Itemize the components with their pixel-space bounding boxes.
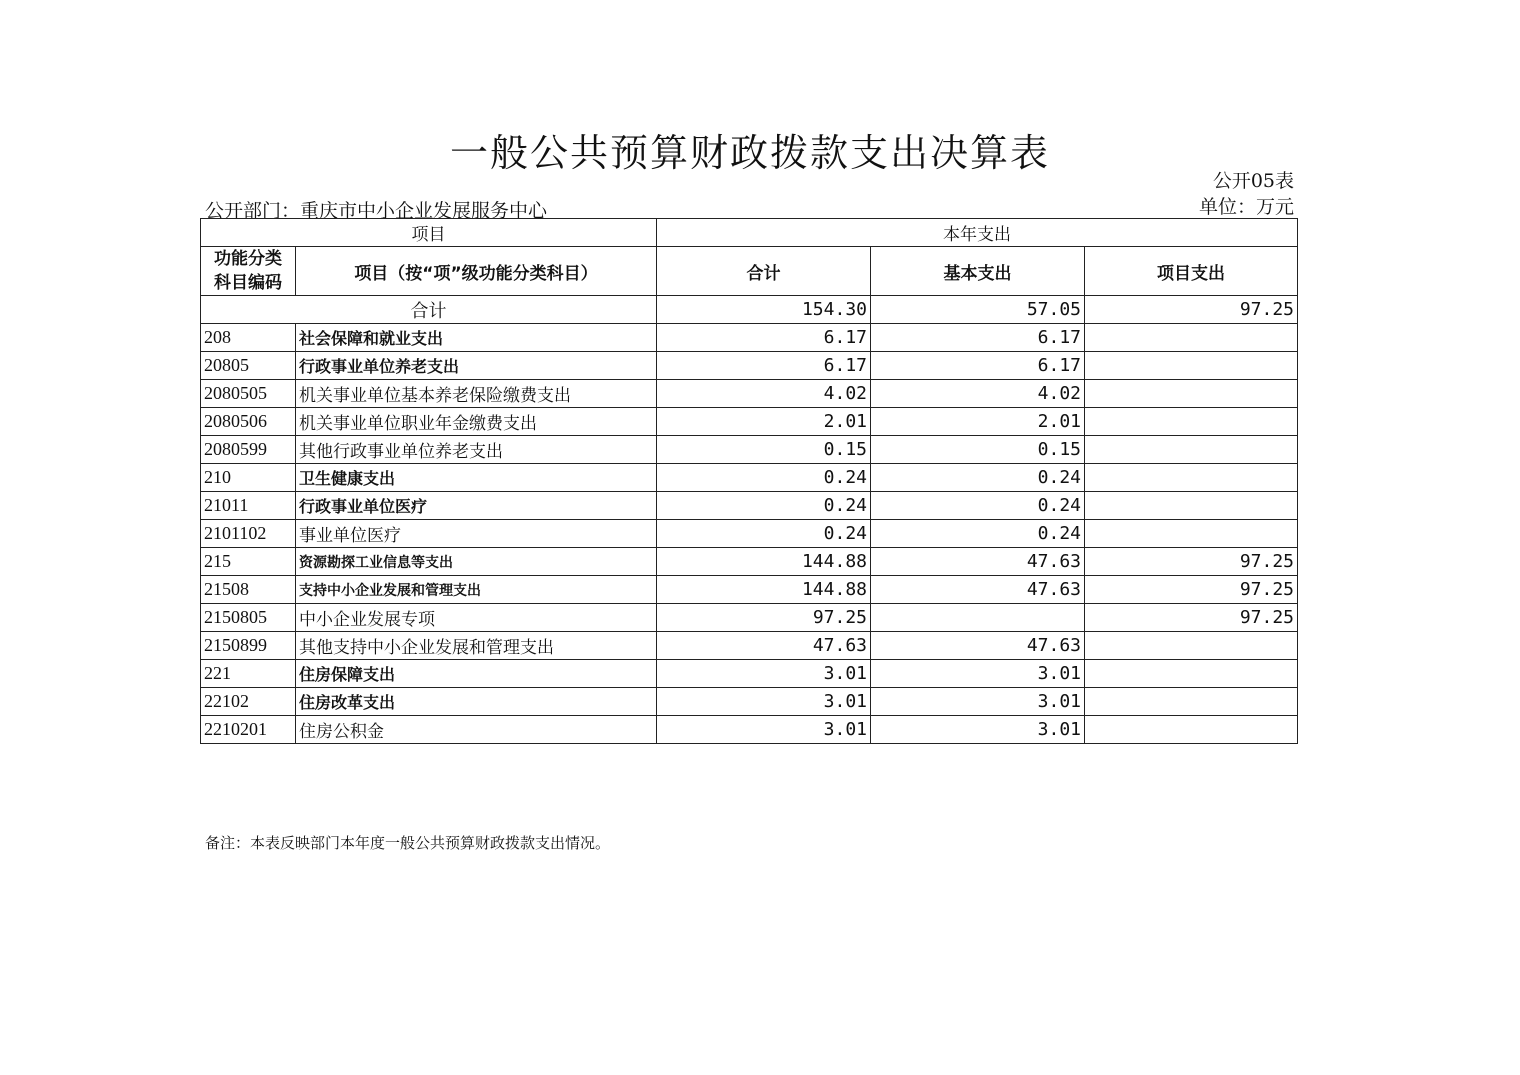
row-project [1085,632,1298,660]
row-code: 2080505 [201,380,296,408]
row-total: 2.01 [657,408,871,436]
row-project [1085,520,1298,548]
row-project [1085,660,1298,688]
row-total: 3.01 [657,660,871,688]
row-code: 2080599 [201,436,296,464]
total-project: 97.25 [1085,296,1298,324]
row-name: 行政事业单位养老支出 [296,352,657,380]
row-total: 6.17 [657,324,871,352]
row-total: 0.24 [657,464,871,492]
total-basic: 57.05 [871,296,1085,324]
row-basic: 2.01 [871,408,1085,436]
table-row [201,408,1298,436]
table-row [201,380,1298,408]
table-row [201,352,1298,380]
row-basic: 0.24 [871,464,1085,492]
header-total: 合计 [657,247,871,296]
row-code: 2150805 [201,604,296,632]
row-basic: 4.02 [871,380,1085,408]
total-total: 154.30 [657,296,871,324]
row-basic: 0.24 [871,520,1085,548]
row-project [1085,380,1298,408]
row-basic: 0.15 [871,436,1085,464]
row-code: 22102 [201,688,296,716]
row-project: 97.25 [1085,576,1298,604]
row-project [1085,492,1298,520]
row-total: 3.01 [657,716,871,744]
row-name: 其他行政事业单位养老支出 [296,436,657,464]
row-name: 行政事业单位医疗 [296,492,657,520]
row-name: 社会保障和就业支出 [296,324,657,352]
row-project [1085,436,1298,464]
table-row [201,436,1298,464]
row-code: 2150899 [201,632,296,660]
row-basic: 3.01 [871,716,1085,744]
page-title: 一般公共预算财政拨款支出决算表 [449,131,1050,175]
row-code: 21011 [201,492,296,520]
row-basic: 47.63 [871,576,1085,604]
row-total: 0.24 [657,492,871,520]
row-name: 住房改革支出 [296,688,657,716]
row-project [1085,688,1298,716]
table-row [201,576,1298,604]
footnote: 备注：本表反映部门本年度一般公共预算财政拨款支出情况。 [205,834,611,852]
header-item: 项目 [201,219,657,247]
table-row [201,548,1298,576]
row-total: 0.15 [657,436,871,464]
table-row [201,492,1298,520]
row-code: 21508 [201,576,296,604]
row-name: 其他支持中小企业发展和管理支出 [296,632,657,660]
row-basic: 47.63 [871,548,1085,576]
expenditure-table [200,218,1298,744]
table-row [201,660,1298,688]
department-label: 公开部门：重庆市中小企业发展服务中心 [205,200,548,222]
row-code: 2101102 [201,520,296,548]
table-row [201,324,1298,352]
row-project [1085,324,1298,352]
row-total: 97.25 [657,604,871,632]
table-row [201,604,1298,632]
row-project: 97.25 [1085,604,1298,632]
row-project [1085,352,1298,380]
row-name: 住房保障支出 [296,660,657,688]
header-basic: 基本支出 [871,247,1085,296]
row-name: 中小企业发展专项 [296,604,657,632]
row-basic: 3.01 [871,660,1085,688]
header-code: 功能分类科目编码 [201,247,296,296]
header-row-top [201,219,1298,247]
row-project: 97.25 [1085,548,1298,576]
form-number: 公开05表 [1212,170,1294,192]
table-row [201,632,1298,660]
row-total: 0.24 [657,520,871,548]
table-row [201,520,1298,548]
row-name: 机关事业单位职业年金缴费支出 [296,408,657,436]
row-basic: 47.63 [871,632,1085,660]
row-name: 事业单位医疗 [296,520,657,548]
row-name: 机关事业单位基本养老保险缴费支出 [296,380,657,408]
header-item-name: 项目（按“项”级功能分类科目） [296,247,657,296]
header-project: 项目支出 [1085,247,1298,296]
row-total: 6.17 [657,352,871,380]
row-code: 215 [201,548,296,576]
total-row [201,296,1298,324]
row-project [1085,408,1298,436]
row-code: 20805 [201,352,296,380]
row-basic: 3.01 [871,688,1085,716]
row-total: 144.88 [657,548,871,576]
row-basic: 6.17 [871,324,1085,352]
total-label: 合计 [201,296,657,324]
row-total: 3.01 [657,688,871,716]
row-project [1085,464,1298,492]
table-row [201,716,1298,744]
row-basic: 6.17 [871,352,1085,380]
table-row [201,688,1298,716]
row-name: 住房公积金 [296,716,657,744]
row-code: 208 [201,324,296,352]
header-row-columns [201,247,1298,296]
table-row [201,464,1298,492]
row-project [1085,716,1298,744]
row-basic: 0.24 [871,492,1085,520]
row-total: 47.63 [657,632,871,660]
header-current-year: 本年支出 [657,219,1298,247]
row-total: 144.88 [657,576,871,604]
row-code: 2080506 [201,408,296,436]
unit-label: 单位：万元 [1198,196,1294,218]
row-code: 2210201 [201,716,296,744]
row-code: 221 [201,660,296,688]
row-name: 资源勘探工业信息等支出 [296,548,657,576]
row-code: 210 [201,464,296,492]
row-name: 卫生健康支出 [296,464,657,492]
row-total: 4.02 [657,380,871,408]
row-basic [871,604,1085,632]
row-name: 支持中小企业发展和管理支出 [296,576,657,604]
